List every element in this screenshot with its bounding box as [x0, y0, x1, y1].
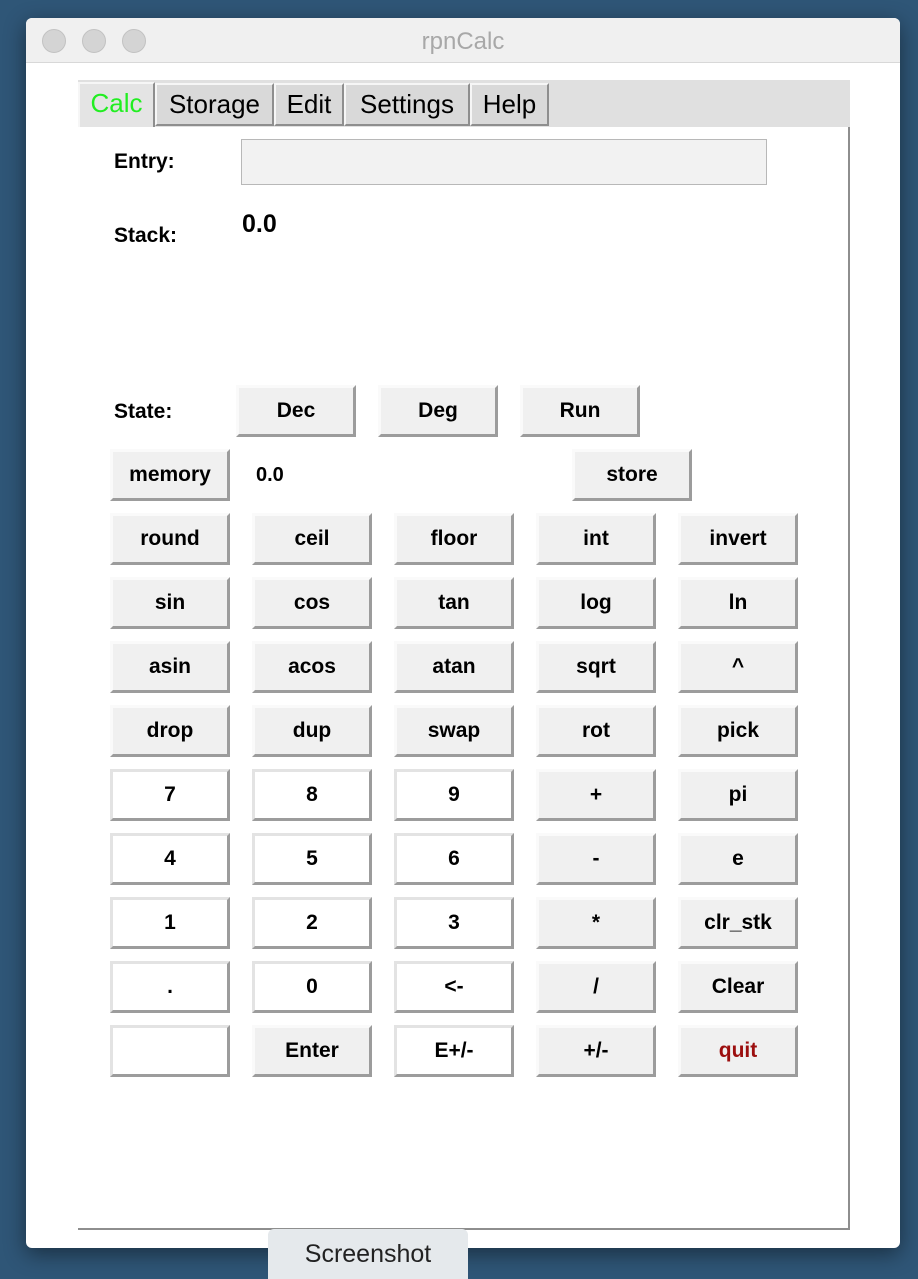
store-button[interactable]: store — [572, 449, 692, 501]
key-7[interactable]: 7 — [110, 769, 230, 821]
key-5[interactable]: 5 — [252, 833, 372, 885]
key-clear[interactable]: Clear — [678, 961, 798, 1013]
key-asin[interactable]: asin — [110, 641, 230, 693]
key-4[interactable]: 4 — [110, 833, 230, 885]
key-floor[interactable]: floor — [394, 513, 514, 565]
tab-edit[interactable]: Edit — [274, 83, 344, 126]
key-6[interactable]: 6 — [394, 833, 514, 885]
key-round[interactable]: round — [110, 513, 230, 565]
entry-label: Entry: — [114, 150, 175, 173]
quit-button[interactable]: quit — [678, 1025, 798, 1077]
window-title: rpnCalc — [421, 28, 505, 55]
state-label: State: — [114, 400, 173, 423]
title-bar — [26, 18, 900, 63]
key-sqrt[interactable]: sqrt — [536, 641, 656, 693]
key-swap[interactable]: swap — [394, 705, 514, 757]
number-base-button[interactable]: Dec — [236, 385, 356, 437]
key-2[interactable]: 2 — [252, 897, 372, 949]
key-log[interactable]: log — [536, 577, 656, 629]
stack-value: 0.0 — [242, 210, 277, 238]
tab-storage[interactable]: Storage — [155, 83, 274, 126]
key-invert[interactable]: invert — [678, 513, 798, 565]
key-blank[interactable] — [110, 1025, 230, 1077]
key-add[interactable]: + — [536, 769, 656, 821]
memory-button[interactable]: memory — [110, 449, 230, 501]
tab-settings[interactable]: Settings — [344, 83, 470, 126]
key-int[interactable]: int — [536, 513, 656, 565]
app-window — [26, 18, 900, 1248]
key-multiply[interactable]: * — [536, 897, 656, 949]
key-9[interactable]: 9 — [394, 769, 514, 821]
key-dup[interactable]: dup — [252, 705, 372, 757]
key-3[interactable]: 3 — [394, 897, 514, 949]
tab-bar — [78, 80, 850, 127]
screenshot-dock-label[interactable]: Screenshot — [268, 1229, 468, 1279]
key-1[interactable]: 1 — [110, 897, 230, 949]
tab-help[interactable]: Help — [470, 83, 549, 126]
memory-value: 0.0 — [256, 464, 284, 486]
tab-calc[interactable]: Calc — [78, 82, 155, 127]
key-subtract[interactable]: - — [536, 833, 656, 885]
key-backspace[interactable]: <- — [394, 961, 514, 1013]
key-power[interactable]: ^ — [678, 641, 798, 693]
key-0[interactable]: 0 — [252, 961, 372, 1013]
key-atan[interactable]: atan — [394, 641, 514, 693]
key-sin[interactable]: sin — [110, 577, 230, 629]
key-pick[interactable]: pick — [678, 705, 798, 757]
key-change-sign[interactable]: +/- — [536, 1025, 656, 1077]
entry-input[interactable] — [241, 139, 767, 185]
key-exponent-sign[interactable]: E+/- — [394, 1025, 514, 1077]
key-rot[interactable]: rot — [536, 705, 656, 757]
key-divide[interactable]: / — [536, 961, 656, 1013]
key-decimal[interactable]: . — [110, 961, 230, 1013]
stack-label: Stack: — [114, 224, 178, 247]
key-cos[interactable]: cos — [252, 577, 372, 629]
key-drop[interactable]: drop — [110, 705, 230, 757]
key-acos[interactable]: acos — [252, 641, 372, 693]
run-mode-button[interactable]: Run — [520, 385, 640, 437]
key-ceil[interactable]: ceil — [252, 513, 372, 565]
key-clear-stack[interactable]: clr_stk — [678, 897, 798, 949]
key-e[interactable]: e — [678, 833, 798, 885]
angle-mode-button[interactable]: Deg — [378, 385, 498, 437]
key-enter[interactable]: Enter — [252, 1025, 372, 1077]
key-8[interactable]: 8 — [252, 769, 372, 821]
key-tan[interactable]: tan — [394, 577, 514, 629]
key-ln[interactable]: ln — [678, 577, 798, 629]
key-pi[interactable]: pi — [678, 769, 798, 821]
